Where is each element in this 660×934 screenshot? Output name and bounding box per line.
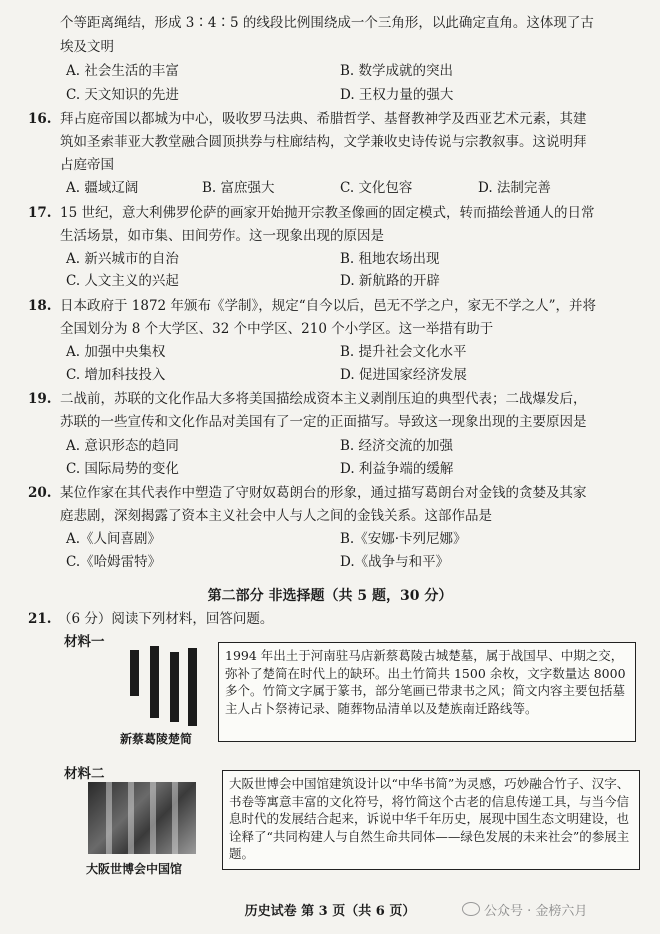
material-label: 材料一 (64, 634, 105, 650)
q19-option-c: C. 国际局势的变化 (66, 461, 179, 477)
q16-option-a: A. 疆域辽阔 (66, 180, 139, 196)
q16-text-line: 筑如圣索菲亚大教堂融合圆顶拱券与柱廊结构，文学兼收史诗传说与宗教叙事。这说明拜 (60, 134, 587, 150)
question-number: 20. (28, 485, 52, 501)
q15-option-b: B. 数学成就的突出 (340, 63, 454, 79)
q16-option-c: C. 文化包容 (340, 180, 413, 196)
q15-option-d: D. 王权力量的强大 (340, 87, 454, 103)
q16-text-line: 拜占庭帝国以都城为中心，吸收罗马法典、希腊哲学、基督教神学及西亚艺术元素，其建 (60, 111, 587, 127)
material-text-box: 1994 年出土于河南驻马店新蔡葛陵古城楚墓，属于战国早、中期之交，弥补了楚简在时代上的缺环。出土竹简共 1500 余枚，文字数量达 8000 多个。竹简文字属于篆书，部分笔画已带隶书之风；简文内容主要包括墓主人占卜祭祷记录、随葬物品清单以及楚族南迁路线等。 (218, 642, 636, 742)
q19-text-line: 苏联的一些宣传和文化作品对美国有了一定的正面描写。导致这一现象出现的主要原因是 (60, 414, 587, 430)
watermark (462, 900, 587, 919)
q17-option-d: D. 新航路的开辟 (340, 273, 440, 289)
q16-option-d: D. 法制完善 (478, 180, 551, 196)
q15-option-a: A. 社会生活的丰富 (66, 63, 179, 79)
question-number: 16. (28, 111, 52, 127)
q17-text-line: 生活场景，如市集、田间劳作。这一现象出现的原因是 (60, 228, 384, 244)
watermark-text: 公众号 · 金榜六月 (484, 904, 588, 919)
q19-option-a: A. 意识形态的趋同 (66, 438, 179, 454)
q18-option-c: C. 增加科技投入 (66, 367, 166, 383)
q16-text-line: 占庭帝国 (60, 157, 114, 173)
q17-option-b: B. 租地农场出现 (340, 251, 440, 267)
q17-text-line: 15 世纪，意大利佛罗伦萨的画家开始抛开宗教圣像画的固定模式，转而描绘普通人的日常 (60, 205, 595, 221)
section-title: 第二部分 非选择题（共 5 题，30 分） (207, 588, 453, 604)
q20-text-line: 某位作家在其代表作中塑造了守财奴葛朗台的形象，通过描写葛朗台对金钱的贪婪及其家 (60, 485, 587, 501)
q19-option-b: B. 经济交流的加强 (340, 438, 454, 454)
q20-text-line: 庭悲剧，深刻揭露了资本主义社会中人与人之间的金钱关系。这部作品是 (60, 508, 492, 524)
q17-option-c: C. 人文主义的兴起 (66, 273, 179, 289)
q18-option-d: D. 促进国家经济发展 (340, 367, 467, 383)
image-caption: 大阪世博会中国馆 (86, 862, 183, 876)
q15-option-c: C. 天文知识的先进 (66, 87, 179, 103)
material-label: 材料二 (64, 766, 105, 782)
q15-text-line: 埃及文明 (60, 39, 114, 55)
q19-option-d: D. 利益争端的缓解 (340, 461, 454, 477)
q17-option-a: A. 新兴城市的自治 (66, 251, 179, 267)
q20-option-c: C.《哈姆雷特》 (66, 554, 162, 570)
question-number: 17. (28, 205, 52, 221)
question-number: 21. (28, 611, 52, 627)
image-caption: 新蔡葛陵楚简 (120, 732, 193, 746)
q18-option-a: A. 加强中央集权 (66, 344, 166, 360)
material-text-box: 大阪世博会中国馆建筑设计以“中华书简”为灵感，巧妙融合竹子、汉字、书卷等寓意丰富的文化符号，将竹简这个古老的信息传递工具，与当今信息时代的发展结合起来，诉说中华千年历史，展现中国生态文明建设，也诠释了“共同构建人与自然生命共同体——绿色发展的未来社会”的参展主题。 (222, 770, 640, 870)
q20-option-b: B.《安娜·卡列尼娜》 (340, 531, 467, 547)
question-number: 18. (28, 298, 52, 314)
china-pavilion-photo (88, 782, 196, 854)
bamboo-slips-image (128, 646, 198, 726)
q20-option-a: A.《人间喜剧》 (66, 531, 162, 547)
q18-text-line: 全国划分为 8 个大学区、32 个中学区、210 个小学区。这一举措有助于 (60, 321, 494, 337)
page-footer: 历史试卷 第 3 页（共 6 页） (244, 904, 416, 919)
question-number: 19. (28, 391, 52, 407)
wechat-icon (462, 902, 480, 916)
q21-intro: （6 分）阅读下列材料，回答问题。 (58, 611, 274, 627)
q16-option-b: B. 富庶强大 (202, 180, 275, 196)
q15-text-line: 个等距离绳结，形成 3∶4∶5 的线段比例围绕成一个三角形，以此确定直角。这体现了古 (60, 15, 594, 31)
q18-text-line: 日本政府于 1872 年颁布《学制》，规定“自今以后，邑无不学之户，家无不学之人”，并将 (60, 298, 596, 314)
q18-option-b: B. 提升社会文化水平 (340, 344, 467, 360)
q20-option-d: D.《战争与和平》 (340, 554, 450, 570)
q19-text-line: 二战前，苏联的文化作品大多将美国描绘成资本主义剥削压迫的典型代表；二战爆发后， (60, 391, 587, 407)
